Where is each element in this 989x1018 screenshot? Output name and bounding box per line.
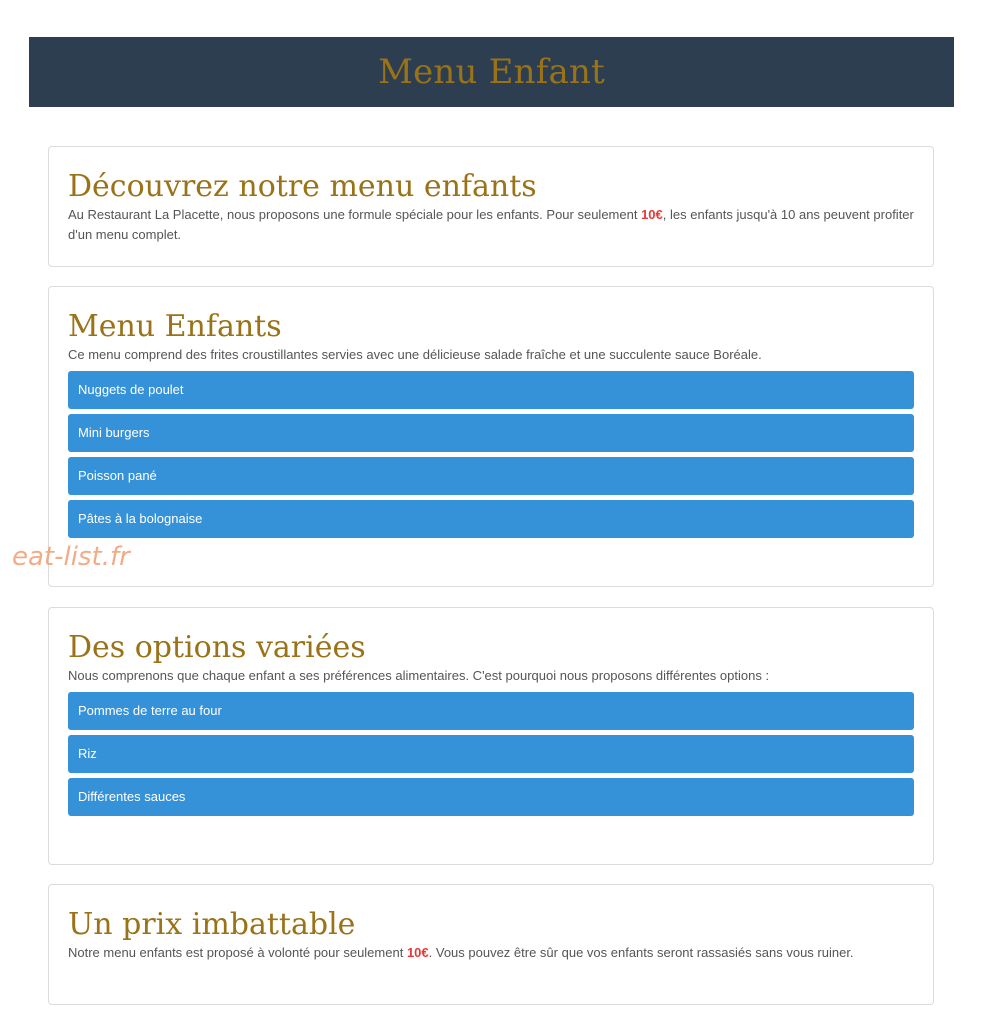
menu-item[interactable]: Pâtes à la bolognaise	[68, 500, 914, 538]
price-value: 10€	[406, 945, 429, 960]
menu-text: Ce menu comprend des frites croustillantes servies avec une délicieuse salade fraîche et une succulente sauce Boréale.	[68, 347, 762, 362]
menu-title: Menu Enfants	[68, 309, 282, 344]
option-item[interactable]: Différentes sauces	[68, 778, 914, 816]
page-title: Menu Enfant	[378, 52, 605, 92]
price-text: Notre menu enfants est proposé à volonté pour seulement 10€. Vous pouvez être sûr que vos enfants seront rassasiés sans vous ruiner.	[68, 945, 854, 960]
options-title: Des options variées	[68, 630, 366, 665]
option-item[interactable]: Pommes de terre au four	[68, 692, 914, 730]
watermark: eat-list.fr	[12, 542, 130, 572]
menu-item-list	[68, 371, 914, 538]
intro-text: Au Restaurant La Placette, nous proposons une formule spéciale pour les enfants. Pour seulement 10€, les enfants jusqu'à 10 ans peuvent profiter d'un menu complet.	[68, 207, 914, 242]
menu-item[interactable]: Poisson pané	[68, 457, 914, 495]
price-card	[48, 884, 934, 1005]
page-header	[29, 37, 954, 107]
menu-card	[48, 286, 934, 587]
intro-title: Découvrez notre menu enfants	[68, 169, 537, 204]
price-title: Un prix imbattable	[68, 907, 356, 942]
option-item[interactable]: Riz	[68, 735, 914, 773]
menu-item[interactable]: Nuggets de poulet	[68, 371, 914, 409]
menu-item[interactable]: Mini burgers	[68, 414, 914, 452]
options-item-list	[68, 692, 914, 816]
options-text: Nous comprenons que chaque enfant a ses préférences alimentaires. C'est pourquoi nous proposons différentes options :	[68, 668, 770, 683]
intro-card	[48, 146, 934, 267]
options-card	[48, 607, 934, 865]
intro-price: 10€	[641, 207, 663, 222]
